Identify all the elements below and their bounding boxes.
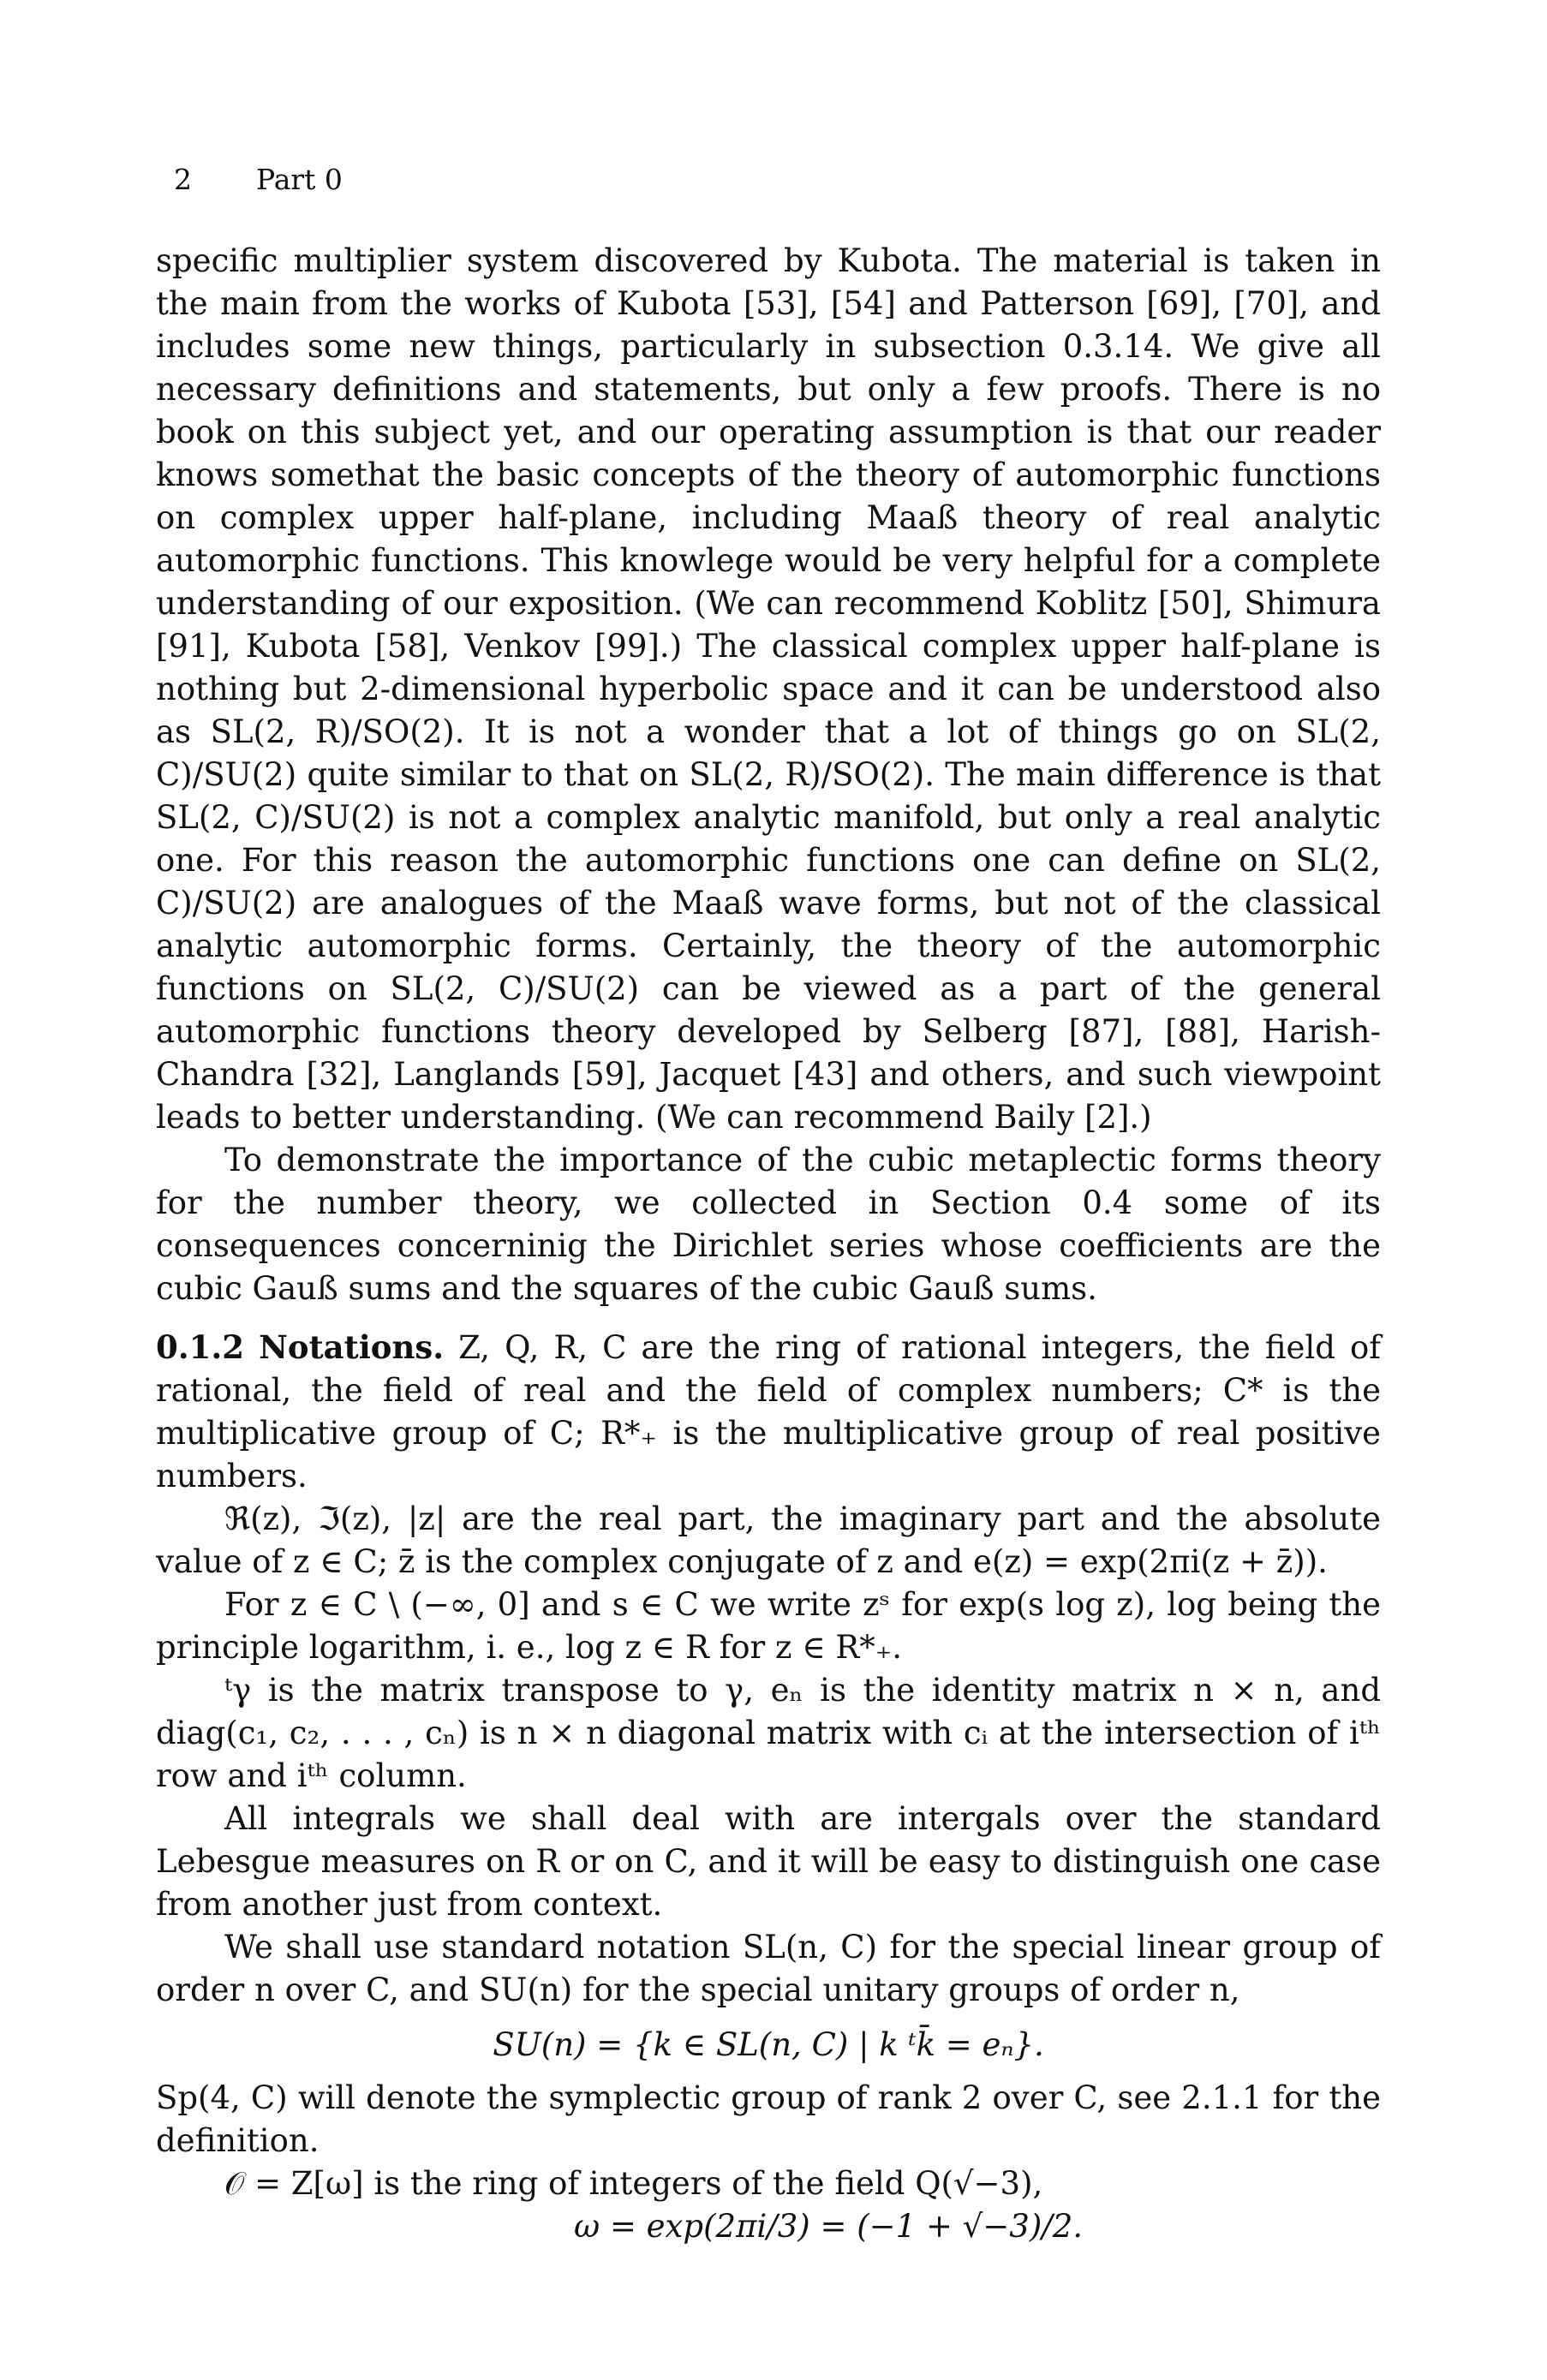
notations-paragraph-6: We shall use standard notation SL(n, C) for the special linear group of order n over C, and SU(n) for the special unitary groups of order n, (156, 1929, 1381, 2008)
display-equation-su: SU(n) = {k ∈ SL(n, C) | k ᵗk̄ = eₙ}. (493, 2026, 1044, 2063)
body-text (156, 240, 1381, 2248)
section-number: 0.1.2 (156, 1328, 244, 1366)
notations-paragraph-3: For z ∈ C \ (−∞, 0] and s ∈ C we write zˢ for exp(s log z), log being the principle logarithm, i. e., log z ∈ R for z ∈ R*₊. (156, 1586, 1381, 1666)
notations-paragraph-5: All integrals we shall deal with are intergals over the standard Lebesgue measures on R or on C, and it will be easy to distinguish one case from another just from context. (156, 1800, 1381, 1923)
notations-paragraph-2: ℜ(z), ℑ(z), |z| are the real part, the imaginary part and the absolute value of z ∈ C; z̄ is the complex conjugate of z and e(z) = exp(2πi(z + z̄)). (156, 1500, 1381, 1580)
notations-paragraph-1: Z, Q, R, C are the ring of rational integers, the field of rational, the field of real and the field of complex numbers; C* is the multiplicative group of C; R*₊ is the multiplicative group of real positive numbers. (156, 1329, 1382, 1494)
intro-paragraph-2: To demonstrate the importance of the cubic metaplectic forms theory for the number theory, we collected in Section 0.4 some of its consequences concerninig the Dirichlet series whose coefficients are the cubic Gauß sums and the squares of the cubic Gauß sums. (156, 1142, 1381, 1307)
notations-paragraph-4: ᵗγ is the matrix transpose to γ, eₙ is the identity matrix n × n, and diag(c₁, c₂, . . . , cₙ) is n × n diagonal matrix with cᵢ at the intersection of iᵗʰ row and iᵗʰ column. (156, 1672, 1381, 1794)
notations-paragraph-8: 𝒪 = Z[ω] is the ring of integers of the field Q(√−3), (224, 2165, 1043, 2202)
running-header (174, 163, 343, 196)
section-notations (156, 1326, 1381, 1498)
intro-paragraph-1: specific multiplier system discovered by Kubota. The material is taken in the main from the works of Kubota [53], [54] and Patterson [69], [70], and includes some new things, particularly in subsection 0.3.14. We give all necessary definitions and statements, but only a few proofs. There is no book on this subject yet, and our operating assumption is that our reader knows somethat the basic concepts of the theory of automorphic functions on complex upper half-plane, including Maaß theory of real analytic automorphic functions. This knowlege would be very helpful for a complete understanding of our exposition. (We can recommend Koblitz [50], Shimura [91], Kubota [58], Venkov [99].) The classical complex upper half-plane is nothing but 2-dimensional hyperbolic space and it can be understood also as SL(2, R)/SO(2). It is not a wonder that a lot of things go on SL(2, C)/SU(2) quite similar to that on SL(2, R)/SO(2). The main difference is that SL(2, C)/SU(2) is not a complex analytic manifold, but only a real analytic one. For this reason the automorphic functions one can define on SL(2, C)/SU(2) are analogues of the Maaß wave forms, but not of the classical analytic automorphic forms. Certainly, the theory of the automorphic functions on SL(2, C)/SU(2) can be viewed as a part of the general automorphic functions theory developed by Selberg [87], [88], Harish-Chandra [32], Langlands [59], Jacquet [43] and others, and such viewpoint leads to better understanding. (We can recommend Baily [2].) (156, 242, 1381, 1136)
notations-paragraph-7: Sp(4, C) will denote the symplectic group of rank 2 over C, see 2.1.1 for the definition. (156, 2079, 1381, 2159)
display-equation-omega: ω = exp(2πi/3) = (−1 + √−3)/2. (573, 2208, 1084, 2245)
section-title: Notations. (259, 1328, 445, 1366)
running-title: Part 0 (256, 163, 343, 196)
page-number: 2 (174, 163, 192, 196)
